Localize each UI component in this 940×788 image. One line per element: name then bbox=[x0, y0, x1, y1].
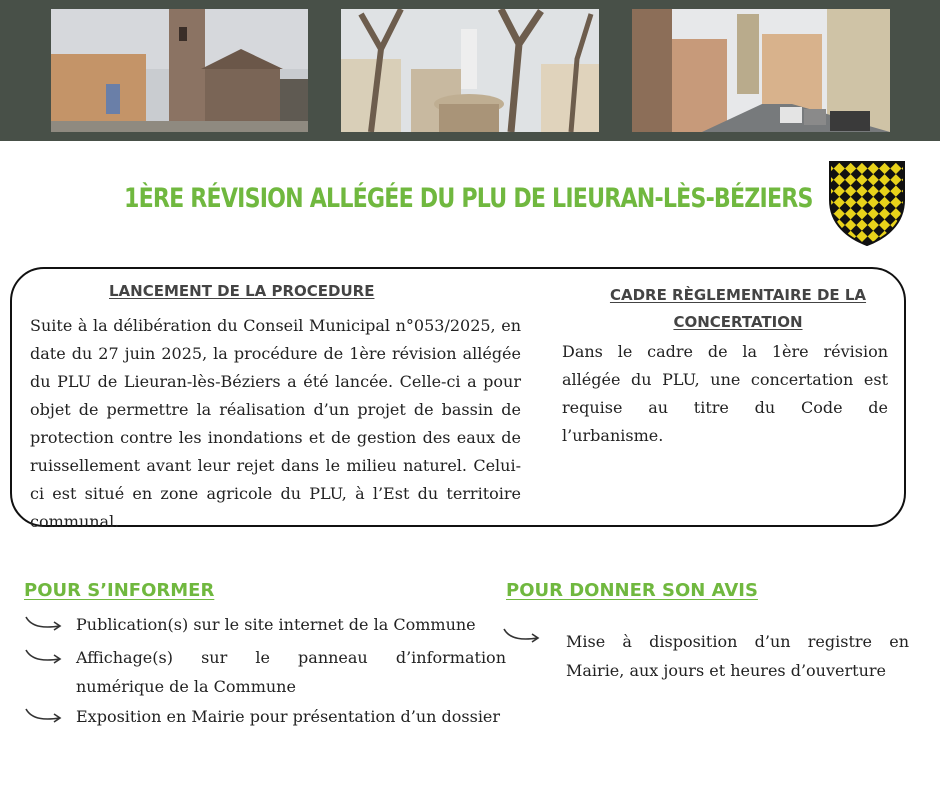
church-bell-tower-photo bbox=[51, 9, 308, 132]
framework-heading: CADRE RÈGLEMENTAIRE DE LA CONCERTATION bbox=[609, 286, 867, 331]
curved-arrow-icon bbox=[24, 614, 64, 632]
photo-banner bbox=[0, 0, 940, 141]
page-title: 1ÈRE RÉVISION ALLÉGÉE DU PLU DE LIEURAN-LÈS-BÉZIERS bbox=[124, 183, 813, 214]
coat-of-arms-icon bbox=[828, 160, 906, 246]
opinion-heading: POUR DONNER SON AVIS bbox=[506, 580, 758, 601]
launch-text: Suite à la délibération du Conseil Municipal n°053/2025, en date du 27 juin 2025, la procédure de 1ère révision allégée du PLU de Lieuran-lès-Béziers a été lancée. Celle-ci a pour objet de permettre la réalisation d’un projet de bassin de protection contre les inondations et de gestion des eaux de ruissellement avant leur rejet dans le milieu naturel. Celui-ci est situé en zone agricole du PLU, à l’Est du territoire communal. bbox=[30, 316, 521, 531]
curved-arrow-icon bbox=[502, 626, 542, 644]
framework-text: Dans le cadre de la 1ère révision allégée du PLU, une concertation est requise au titre du Code de l’urbanisme. bbox=[562, 342, 888, 445]
inform-heading: POUR S’INFORMER bbox=[24, 580, 215, 601]
village-street-photo bbox=[632, 9, 890, 132]
inform-item: Affichage(s) sur le panneau d’information numérique de la Commune bbox=[76, 648, 506, 696]
inform-item: Publication(s) sur le site internet de la Commune bbox=[76, 615, 476, 634]
fountain-square-photo bbox=[341, 9, 599, 132]
curved-arrow-icon bbox=[24, 706, 64, 724]
opinion-item: Mise à disposition d’un registre en Mairie, aux jours et heures d’ouverture bbox=[566, 632, 909, 680]
launch-heading: LANCEMENT DE LA PROCEDURE bbox=[109, 282, 375, 300]
curved-arrow-icon bbox=[24, 647, 64, 665]
inform-item: Exposition en Mairie pour présentation d’un dossier bbox=[76, 707, 501, 726]
